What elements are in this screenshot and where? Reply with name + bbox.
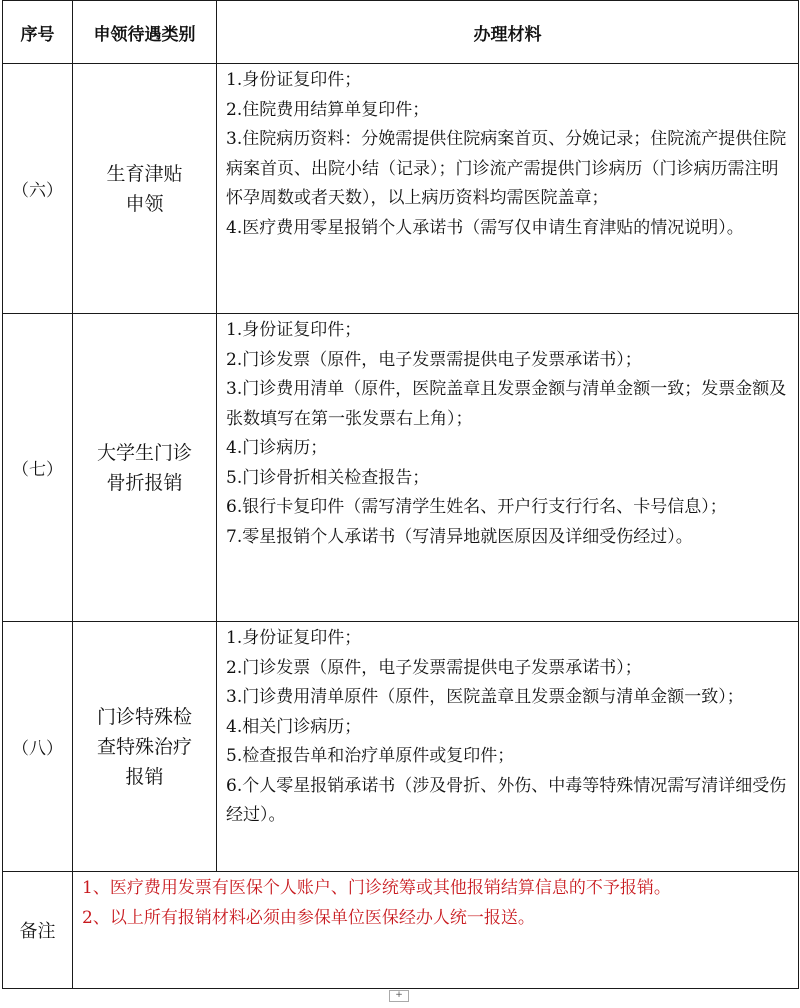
remarks-content: [73, 872, 799, 989]
category-line: 大学生门诊: [96, 441, 192, 464]
reimbursement-materials-table: [2, 0, 799, 989]
header-materials: 办理材料: [217, 1, 799, 64]
row-materials: [217, 314, 799, 622]
remark-item: 2、以上所有报销材料必须由参保单位医保经办人统一报送。: [82, 907, 535, 928]
material-item: 6.银行卡复印件（需写清学生姓名、开户行支行行名、卡号信息）；: [226, 497, 727, 517]
row-category: [73, 622, 217, 872]
material-item: 5.检查报告单和治疗单原件或复印件；: [226, 746, 515, 766]
material-item: 2.门诊发票（原件，电子发票需提供电子发票承诺书）；: [226, 349, 642, 370]
material-item: 1.身份证复印件；: [226, 628, 362, 648]
page-break-marker[interactable]: +: [389, 990, 409, 1002]
table-header-row: [3, 1, 799, 64]
material-item: 3.住院病历资料：分娩需提供住院病案首页、分娩记录；住院流产提供住院病案首页、出院小结（记录）；门诊流产需提供门诊病历（门诊病历需注明怀孕周数或者天数），以上病历资料均需医院盖章；: [226, 129, 787, 208]
row-materials: [217, 64, 799, 314]
header-seq: 序号: [3, 1, 73, 64]
material-item: 6.个人零星报销承诺书（涉及骨折、外伤、中毒等特殊情况需写清详细受伤经过）。: [226, 775, 787, 825]
material-item: 2.住院费用结算单复印件；: [226, 99, 430, 120]
material-item: 4.相关门诊病历；: [226, 716, 362, 737]
material-item: 7.零星报销个人承诺书（写清异地就医原因及详细受伤经过）。: [226, 526, 693, 547]
row-category: [73, 314, 217, 622]
row-category: [73, 64, 217, 314]
row-seq: （八）: [3, 622, 73, 872]
table-row: [3, 314, 799, 622]
material-item: 3.门诊费用清单（原件，医院盖章且发票金额与清单金额一致；发票金额及张数填写在第一张发票右上角）；: [226, 379, 787, 429]
category-line: 申领: [125, 192, 164, 215]
remark-item: 1、医疗费用发票有医保个人账户、门诊统筹或其他报销结算信息的不予报销。: [82, 878, 671, 898]
material-item: 2.门诊发票（原件，电子发票需提供电子发票承诺书）；: [226, 657, 642, 678]
category-line: 生育津贴: [106, 162, 183, 185]
material-item: 3.门诊费用清单原件（原件，医院盖章且发票金额与清单金额一致）；: [226, 687, 744, 707]
category-line: 查特殊治疗: [96, 735, 192, 758]
remarks-label: 备注: [3, 872, 73, 989]
row-materials: [217, 622, 799, 872]
material-item: 4.医疗费用零星报销个人承诺书（需写仅申请生育津贴的情况说明）。: [226, 217, 744, 238]
material-item: 1.身份证复印件；: [226, 320, 362, 340]
material-item: 4.门诊病历；: [226, 438, 328, 458]
row-seq: （七）: [3, 314, 73, 622]
table-row: [3, 622, 799, 872]
material-item: 1.身份证复印件；: [226, 70, 362, 90]
category-line: 报销: [125, 765, 164, 788]
table-row: [3, 64, 799, 314]
category-line: 骨折报销: [106, 471, 183, 494]
material-item: 5.门诊骨折相关检查报告；: [226, 467, 430, 488]
remarks-row: [3, 872, 799, 989]
category-line: 门诊特殊检: [96, 705, 192, 728]
header-category: 申领待遇类别: [73, 1, 217, 64]
row-seq: （六）: [3, 64, 73, 314]
